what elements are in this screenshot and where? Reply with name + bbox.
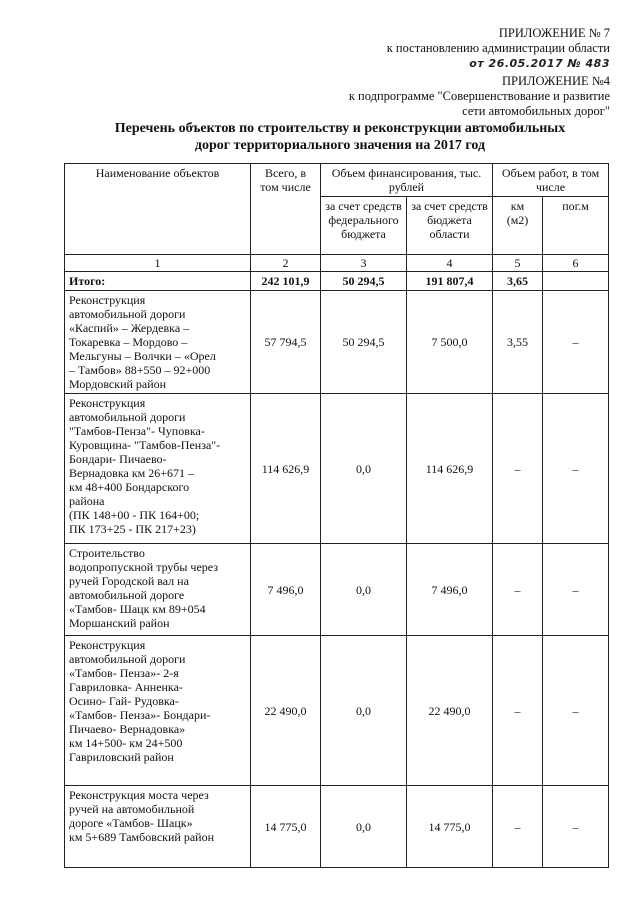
header-regional: за счет средств бюджета области xyxy=(407,197,493,255)
header-works: Объем работ, в том числе xyxy=(493,164,609,197)
object-federal: 50 294,5 xyxy=(321,291,407,394)
object-federal: 0,0 xyxy=(321,544,407,636)
total-row xyxy=(65,272,609,291)
object-federal: 0,0 xyxy=(321,786,407,868)
object-regional: 114 626,9 xyxy=(407,394,493,544)
object-km: 3,55 xyxy=(493,291,543,394)
object-name: Реконструкция моста через ручей на автомобильной дороге «Тамбов- Шацк» км 5+689 Тамбовский район xyxy=(65,786,251,868)
object-regional: 14 775,0 xyxy=(407,786,493,868)
table-row xyxy=(65,394,609,544)
object-km: – xyxy=(493,636,543,786)
table-row xyxy=(65,544,609,636)
header-total: Всего, в том числе xyxy=(251,164,321,255)
appendix-header xyxy=(387,26,610,71)
table-row xyxy=(65,786,609,868)
object-pogm: – xyxy=(543,394,609,544)
object-pogm: – xyxy=(543,291,609,394)
handwritten-date-number: от 26.05.2017 № 483 xyxy=(469,57,610,70)
col-index: 4 xyxy=(407,255,493,272)
column-index-row xyxy=(65,255,609,272)
header-federal: за счет средств федерального бюджета xyxy=(321,197,407,255)
total-pogm xyxy=(543,272,609,291)
appendix-number-2: ПРИЛОЖЕНИЕ №4 xyxy=(501,74,610,88)
object-total: 22 490,0 xyxy=(251,636,321,786)
decree-reference: к постановлению администрации области xyxy=(386,41,610,55)
header-financing: Объем финансирования, тыс. рублей xyxy=(321,164,493,197)
object-name: Реконструкция автомобильной дороги "Тамбов-Пенза"- Чуповка- Куровщина- "Тамбов-Пенза"- Бондари- Пичаево- Вернадовка км 26+671 – км 48+400 Бондарского района (ПК 148+00 - ПК 164+00; ПК 173+25 - ПК 217+23) xyxy=(65,394,251,544)
object-regional: 7 496,0 xyxy=(407,544,493,636)
col-index: 6 xyxy=(543,255,609,272)
col-index: 3 xyxy=(321,255,407,272)
object-km: – xyxy=(493,544,543,636)
object-total: 114 626,9 xyxy=(251,394,321,544)
subprogram-line-1: к подпрограмме "Совершенствование и развитие xyxy=(348,89,610,103)
col-index: 2 xyxy=(251,255,321,272)
table-row xyxy=(65,636,609,786)
page-title xyxy=(60,120,620,154)
appendix-number: ПРИЛОЖЕНИЕ № 7 xyxy=(498,26,610,40)
object-federal: 0,0 xyxy=(321,636,407,786)
header-km xyxy=(493,197,543,255)
title-line-2: дорог территориального значения на 2017 год xyxy=(194,138,486,153)
object-name: Реконструкция автомобильной дороги «Каспий» – Жердевка – Токаревка – Мордово – Мельгуны – Волчки – «Орел – Тамбов» 88+550 – 92+000 Мордовский район xyxy=(65,291,251,394)
header-name: Наименование объектов xyxy=(65,164,251,255)
total-label: Итого: xyxy=(65,272,251,291)
subprogram-header xyxy=(349,74,610,119)
object-total: 14 775,0 xyxy=(251,786,321,868)
title-line-1: Перечень объектов по строительству и реконструкции автомобильных xyxy=(114,121,566,136)
total-sum: 242 101,9 xyxy=(251,272,321,291)
object-km: – xyxy=(493,786,543,868)
header-km-label: км xyxy=(510,199,525,213)
object-pogm: – xyxy=(543,636,609,786)
subprogram-line-2: сети автомобильных дорог" xyxy=(462,104,610,118)
header-pogm: пог.м xyxy=(543,197,609,255)
object-pogm: – xyxy=(543,786,609,868)
table-row xyxy=(65,291,609,394)
object-regional: 7 500,0 xyxy=(407,291,493,394)
header-km-unit: (м2) xyxy=(506,213,529,227)
object-federal: 0,0 xyxy=(321,394,407,544)
total-federal: 50 294,5 xyxy=(321,272,407,291)
object-total: 57 794,5 xyxy=(251,291,321,394)
total-km: 3,65 xyxy=(493,272,543,291)
object-total: 7 496,0 xyxy=(251,544,321,636)
total-regional: 191 807,4 xyxy=(407,272,493,291)
object-regional: 22 490,0 xyxy=(407,636,493,786)
object-name: Строительство водопропускной трубы через ручей Городской вал на автомобильной дороге «Тамбов- Шацк км 89+054 Моршанский район xyxy=(65,544,251,636)
object-km: – xyxy=(493,394,543,544)
object-pogm: – xyxy=(543,544,609,636)
col-index: 5 xyxy=(493,255,543,272)
objects-table xyxy=(64,163,609,868)
object-name: Реконструкция автомобильной дороги «Тамбов- Пенза»- 2-я Гавриловка- Анненка- Осино- Гай- Рудовка- «Тамбов- Пенза»- Бондари- Пичаево- Вернадовка» км 14+500- км 24+500 Гавриловский район xyxy=(65,636,251,786)
col-index: 1 xyxy=(65,255,251,272)
